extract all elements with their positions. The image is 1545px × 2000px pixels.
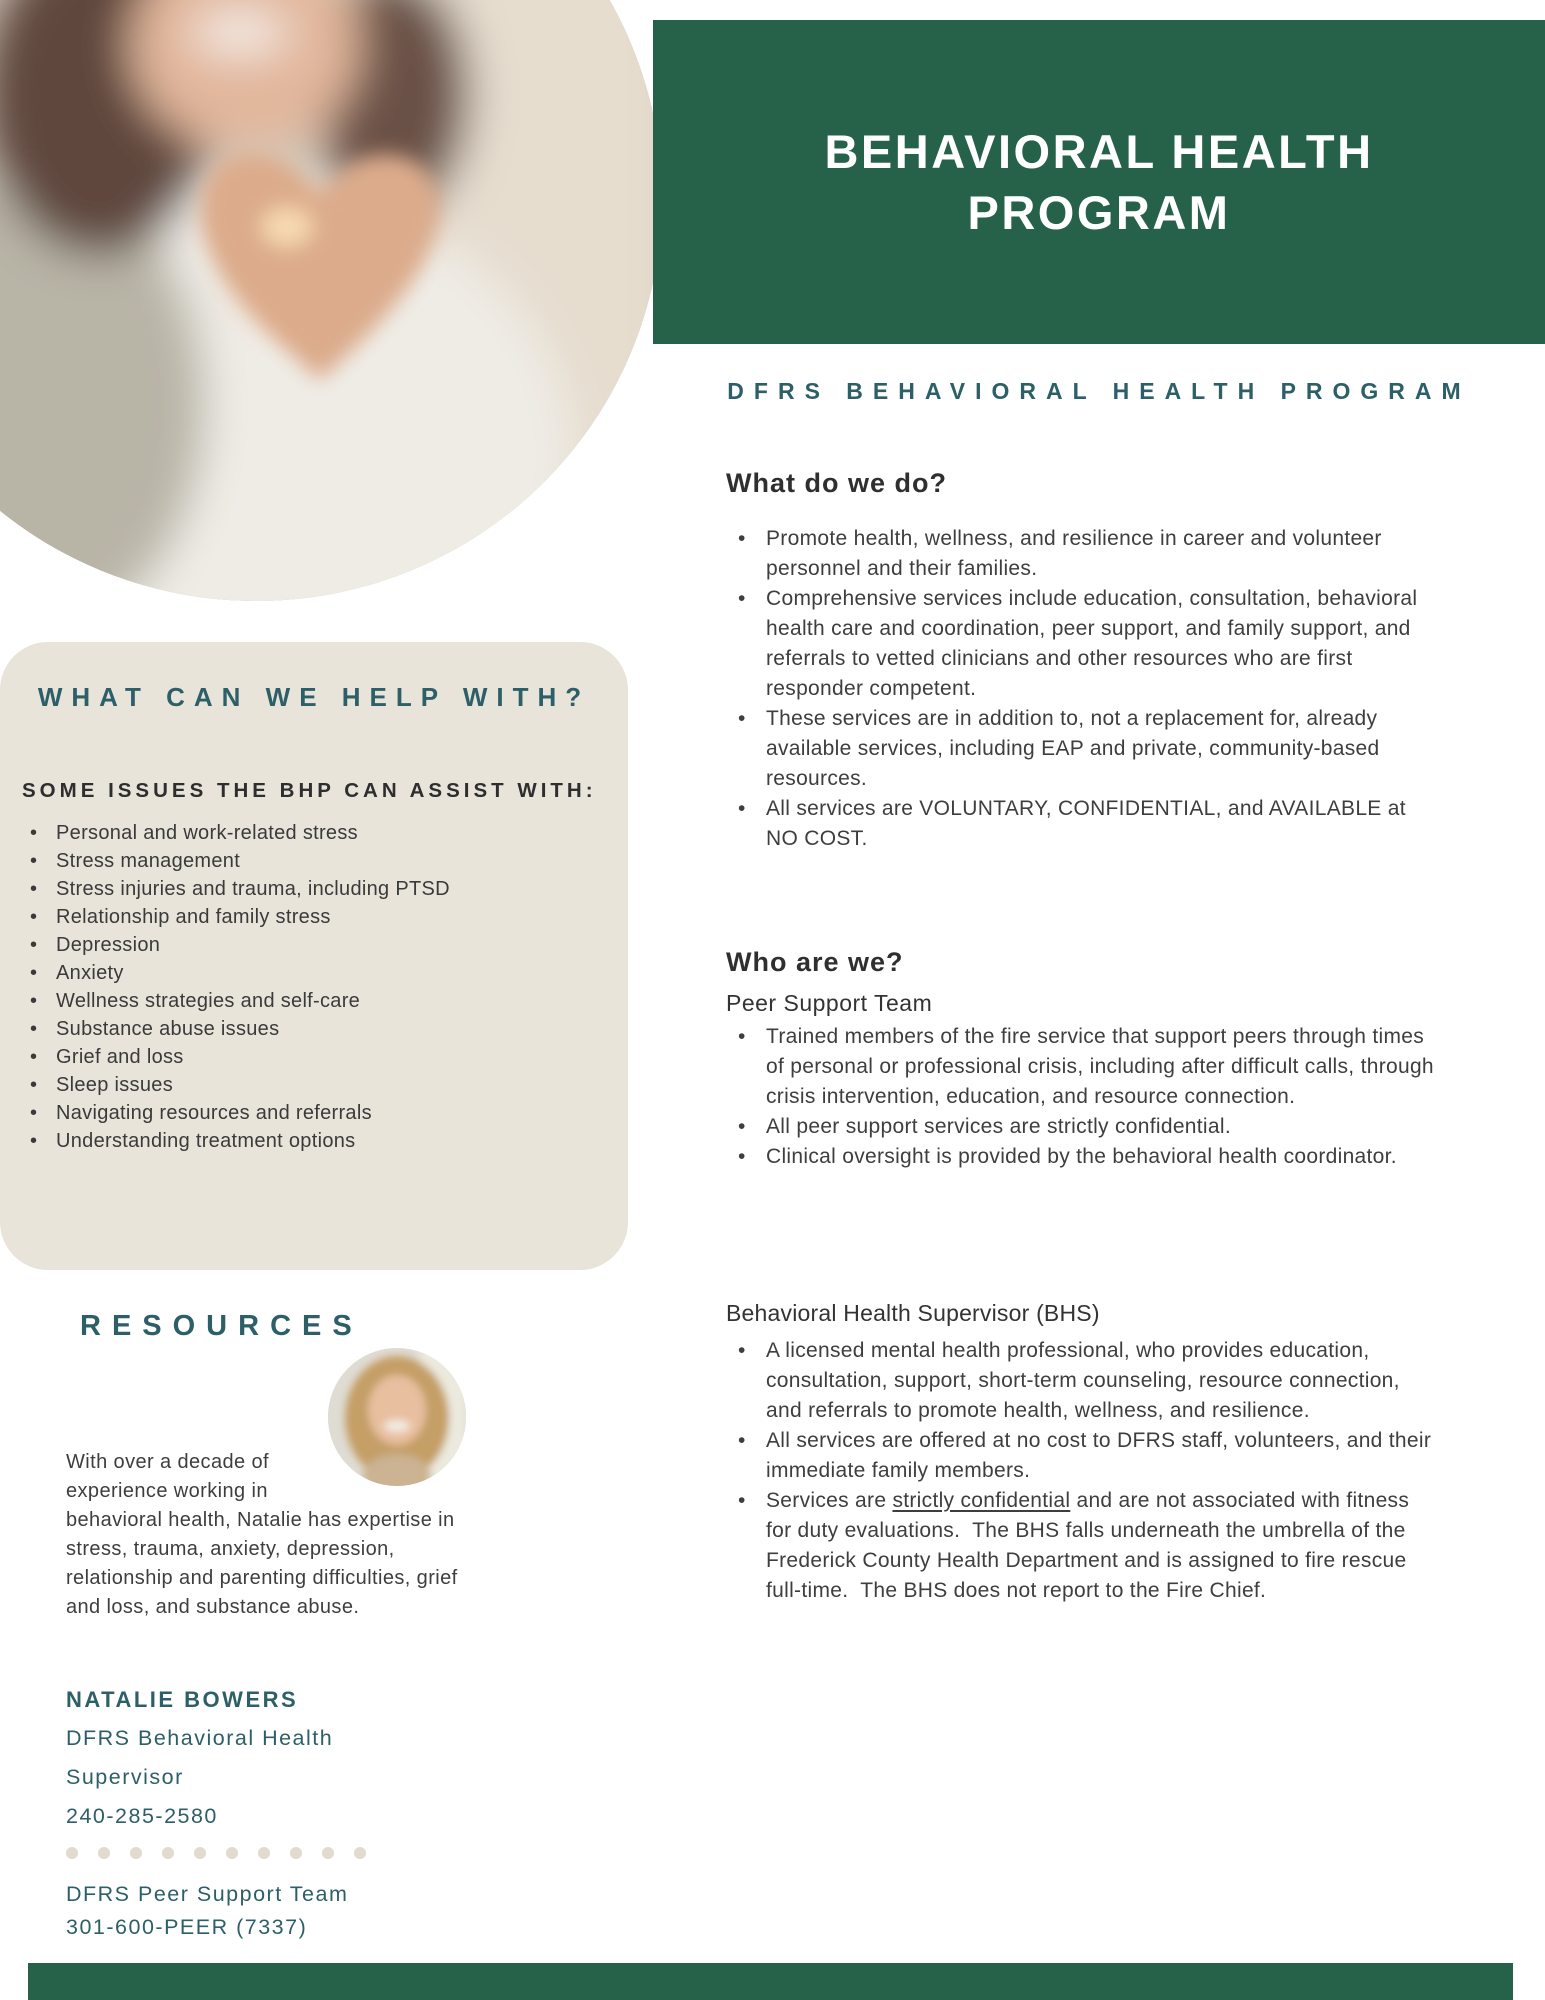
bullet-marker: • <box>30 1046 38 1068</box>
contact-title-line2: Supervisor <box>66 1765 184 1789</box>
title-banner <box>653 20 1545 344</box>
bullet-marker: • <box>30 1130 38 1152</box>
contact-block <box>66 1680 333 1836</box>
footer-bar <box>28 1963 1513 2000</box>
list-item: • Sleep issues <box>30 1071 628 1099</box>
list-item: • Stress injuries and trauma, including PTSD <box>30 875 628 903</box>
bhs-heading: Behavioral Health Supervisor (BHS) <box>726 1300 1100 1326</box>
dot <box>194 1847 206 1859</box>
bullet-marker: • <box>738 1339 746 1362</box>
heart-hands-photo-art <box>0 0 662 601</box>
contact-name: NATALIE BOWERS <box>66 1687 299 1712</box>
help-box-heading: WHAT CAN WE HELP WITH? <box>37 682 591 712</box>
dot <box>290 1847 302 1859</box>
bullet-marker: • <box>30 1102 38 1124</box>
list-item: • Navigating resources and referrals <box>30 1099 628 1127</box>
peer-support-contact <box>66 1878 348 1944</box>
list-item: • Depression <box>30 931 628 959</box>
bhs-bullet-3-after: and are not associated with fitness for duty evaluations. The BHS falls underneath the umbrella of the Frederick County Health Department and is assigned to fire rescue full-time. The BHS does not report to the Fire Chief. <box>766 1489 1416 1602</box>
program-subtitle: DFRS BEHAVIORAL HEALTH PROGRAM <box>727 378 1471 404</box>
list-item: • All services are VOLUNTARY, CONFIDENTIAL, and AVAILABLE at NO COST. <box>726 794 1456 854</box>
heart-hands-photo <box>0 0 662 601</box>
help-box-subheading: SOME ISSUES THE BHP CAN ASSIST WITH: <box>22 779 597 802</box>
bullet-marker: • <box>30 962 38 984</box>
list-item: • Understanding treatment options <box>30 1127 628 1155</box>
natalie-bio-text: With over a decade of experience working in behavioral health, Natalie has expertise in stress, trauma, anxiety, depression, relationship and parenting difficulties, grief and loss, and substance abuse. <box>66 1451 458 1618</box>
what-we-do-heading: What do we do? <box>726 468 947 498</box>
bullet-marker: • <box>30 878 38 900</box>
list-item: • Anxiety <box>30 959 628 987</box>
bullet-marker: • <box>738 1429 746 1452</box>
bullet-marker: • <box>738 527 746 550</box>
list-item: • Clinical oversight is provided by the behavioral health coordinator. <box>726 1142 1456 1172</box>
list-item: • These services are in addition to, not a replacement for, already available services, including EAP and private, community-based resources. <box>726 704 1456 794</box>
bullet-marker: • <box>738 1489 746 1512</box>
photo-wrap-spacer <box>350 1448 468 1494</box>
bullet-marker: • <box>738 1025 746 1048</box>
bhs-bullet-2: All services are offered at no cost to DFRS staff, volunteers, and their immediate family members. <box>766 1429 1432 1482</box>
bullet-marker: • <box>30 1074 38 1096</box>
list-item <box>726 1486 1456 1606</box>
page-title <box>824 121 1373 243</box>
list-item <box>726 1336 1456 1426</box>
list-item <box>726 1426 1456 1486</box>
bullet-marker: • <box>738 1115 746 1138</box>
bhs-bullet-1: A licensed mental health professional, who provides education, consultation, support, short-term counseling, resource connection, and referrals to promote health, wellness, and resilience. <box>766 1339 1400 1422</box>
list-item: • Substance abuse issues <box>30 1015 628 1043</box>
dot <box>98 1847 110 1859</box>
peer-team-label: DFRS Peer Support Team <box>66 1882 349 1906</box>
list-item: • Personal and work-related stress <box>30 819 628 847</box>
dot <box>322 1847 334 1859</box>
contact-phone: 240-285-2580 <box>66 1804 218 1828</box>
list-item: • Stress management <box>30 847 628 875</box>
who-are-we-list <box>726 1022 1456 1172</box>
list-item: • Wellness strategies and self-care <box>30 987 628 1015</box>
bullet-marker: • <box>30 990 38 1012</box>
what-we-do-list <box>726 524 1456 854</box>
bullet-marker: • <box>30 934 38 956</box>
page-title-line1: BEHAVIORAL HEALTH <box>824 124 1374 178</box>
list-item: • Comprehensive services include education, consultation, behavioral health care and coordination, peer support, and family support, and referrals to vetted clinicians and other resources who are first responder competent. <box>726 584 1456 704</box>
page-title-line2: PROGRAM <box>967 186 1231 239</box>
help-box <box>0 642 628 1270</box>
resources-heading: RESOURCES <box>80 1310 363 1342</box>
dot <box>354 1847 366 1859</box>
dot <box>258 1847 270 1859</box>
list-item: • Relationship and family stress <box>30 903 628 931</box>
list-item: • Trained members of the fire service that support peers through times of personal or professional crisis, including after difficult calls, through crisis intervention, education, and resource connection. <box>726 1022 1456 1112</box>
bullet-marker: • <box>30 1018 38 1040</box>
list-item: • All peer support services are strictly confidential. <box>726 1112 1456 1142</box>
bullet-marker: • <box>30 850 38 872</box>
natalie-bio <box>66 1448 468 1622</box>
bhs-bullet-3-underlined: strictly confidential <box>892 1489 1071 1512</box>
bhs-list <box>726 1336 1456 1606</box>
bhs-bullet-3 <box>766 1486 1434 1606</box>
peer-support-team-label: Peer Support Team <box>726 990 933 1016</box>
bullet-marker: • <box>738 1145 746 1168</box>
who-are-we-heading: Who are we? <box>726 947 904 977</box>
bullet-marker: • <box>30 822 38 844</box>
dot <box>66 1847 78 1859</box>
list-item: • Promote health, wellness, and resilience in career and volunteer personnel and their families. <box>726 524 1456 584</box>
dot <box>226 1847 238 1859</box>
dot-divider <box>66 1847 366 1859</box>
bhs-bullet-3-before: Services are <box>766 1489 893 1512</box>
dot <box>162 1847 174 1859</box>
list-item: • Grief and loss <box>30 1043 628 1071</box>
bullet-marker: • <box>738 797 746 820</box>
bullet-marker: • <box>738 587 746 610</box>
dot <box>130 1847 142 1859</box>
help-box-list <box>0 819 628 1155</box>
contact-title-line1: DFRS Behavioral Health <box>66 1726 334 1750</box>
peer-phone: 301-600-PEER (7337) <box>66 1915 308 1939</box>
bullet-marker: • <box>738 707 746 730</box>
bullet-marker: • <box>30 906 38 928</box>
